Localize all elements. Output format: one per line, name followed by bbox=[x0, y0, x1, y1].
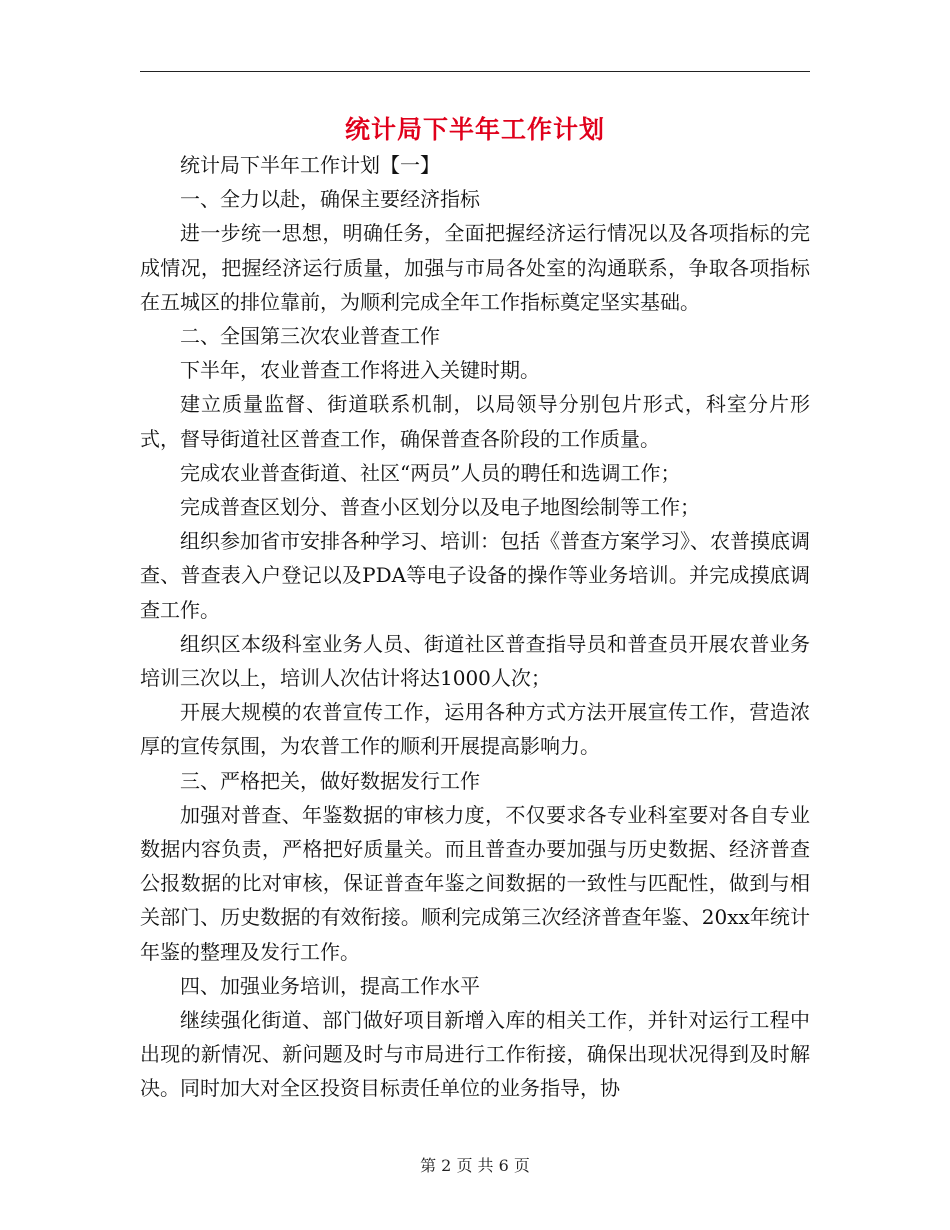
section-heading-4: 四、加强业务培训，提高工作水平 bbox=[180, 973, 480, 998]
header-rule bbox=[140, 71, 810, 72]
section-heading-1: 一、全力以赴，确保主要经济指标 bbox=[180, 187, 480, 212]
document-body bbox=[140, 148, 810, 1106]
paragraph: 建立质量监督、街道联系机制，以局领导分别包片形式，科室分片形式，督导街道社区普查工作，确保普查各阶段的工作质量。 bbox=[140, 392, 810, 451]
paragraph: 完成普查区划分、普查小区划分以及电子地图绘制等工作； bbox=[180, 495, 700, 520]
section-heading-2: 二、全国第三次农业普查工作 bbox=[180, 324, 440, 349]
document-title: 统计局下半年工作计划 bbox=[344, 115, 605, 144]
paragraph: 加强对普查、年鉴数据的审核力度，不仅要求各专业科室要对各自专业数据内容负责，严格把好质量关。而且普查办要加强与历史数据、经济普查公报数据的比对审核，保证普查年鉴之间数据的一致性与匹配性，做到与相关部门、历史数据的有效衔接。顺利完成第三次经济普查年鉴、20xx年统计年鉴的整理及发行工作。 bbox=[140, 802, 810, 964]
page-number-footer: 第 2 页 共 6 页 bbox=[420, 1156, 530, 1175]
paragraph: 完成农业普查街道、社区“两员”人员的聘任和选调工作； bbox=[180, 460, 681, 485]
paragraph: 继续强化街道、部门做好项目新增入库的相关工作，并针对运行工程中出现的新情况、新问题及时与市局进行工作衔接，确保出现状况得到及时解决。同时加大对全区投资目标责任单位的业务指导，协 bbox=[140, 1008, 810, 1101]
paragraph: 下半年，农业普查工作将进入关键时期。 bbox=[180, 358, 540, 383]
paragraph: 开展大规模的农普宣传工作，运用各种方式方法开展宣传工作，营造浓厚的宣传氛围，为农普工作的顺利开展提高影响力。 bbox=[140, 700, 810, 759]
paragraph: 进一步统一思想，明确任务，全面把握经济运行情况以及各项指标的完成情况，把握经济运行质量，加强与市局各处室的沟通联系，争取各项指标在五城区的排位靠前，为顺利完成全年工作指标奠定坚实基础。 bbox=[140, 221, 810, 314]
section-heading-3: 三、严格把关，做好数据发行工作 bbox=[180, 768, 480, 793]
paragraph: 组织参加省市安排各种学习、培训：包括《普查方案学习》、农普摸底调查、普查表入户登记以及PDA等电子设备的操作等业务培训。并完成摸底调查工作。 bbox=[140, 529, 810, 622]
subtitle-paragraph: 统计局下半年工作计划【一】 bbox=[180, 153, 440, 177]
paragraph: 组织区本级科室业务人员、街道社区普查指导员和普查员开展农普业务培训三次以上，培训人次估计将达1000人次； bbox=[140, 631, 810, 691]
